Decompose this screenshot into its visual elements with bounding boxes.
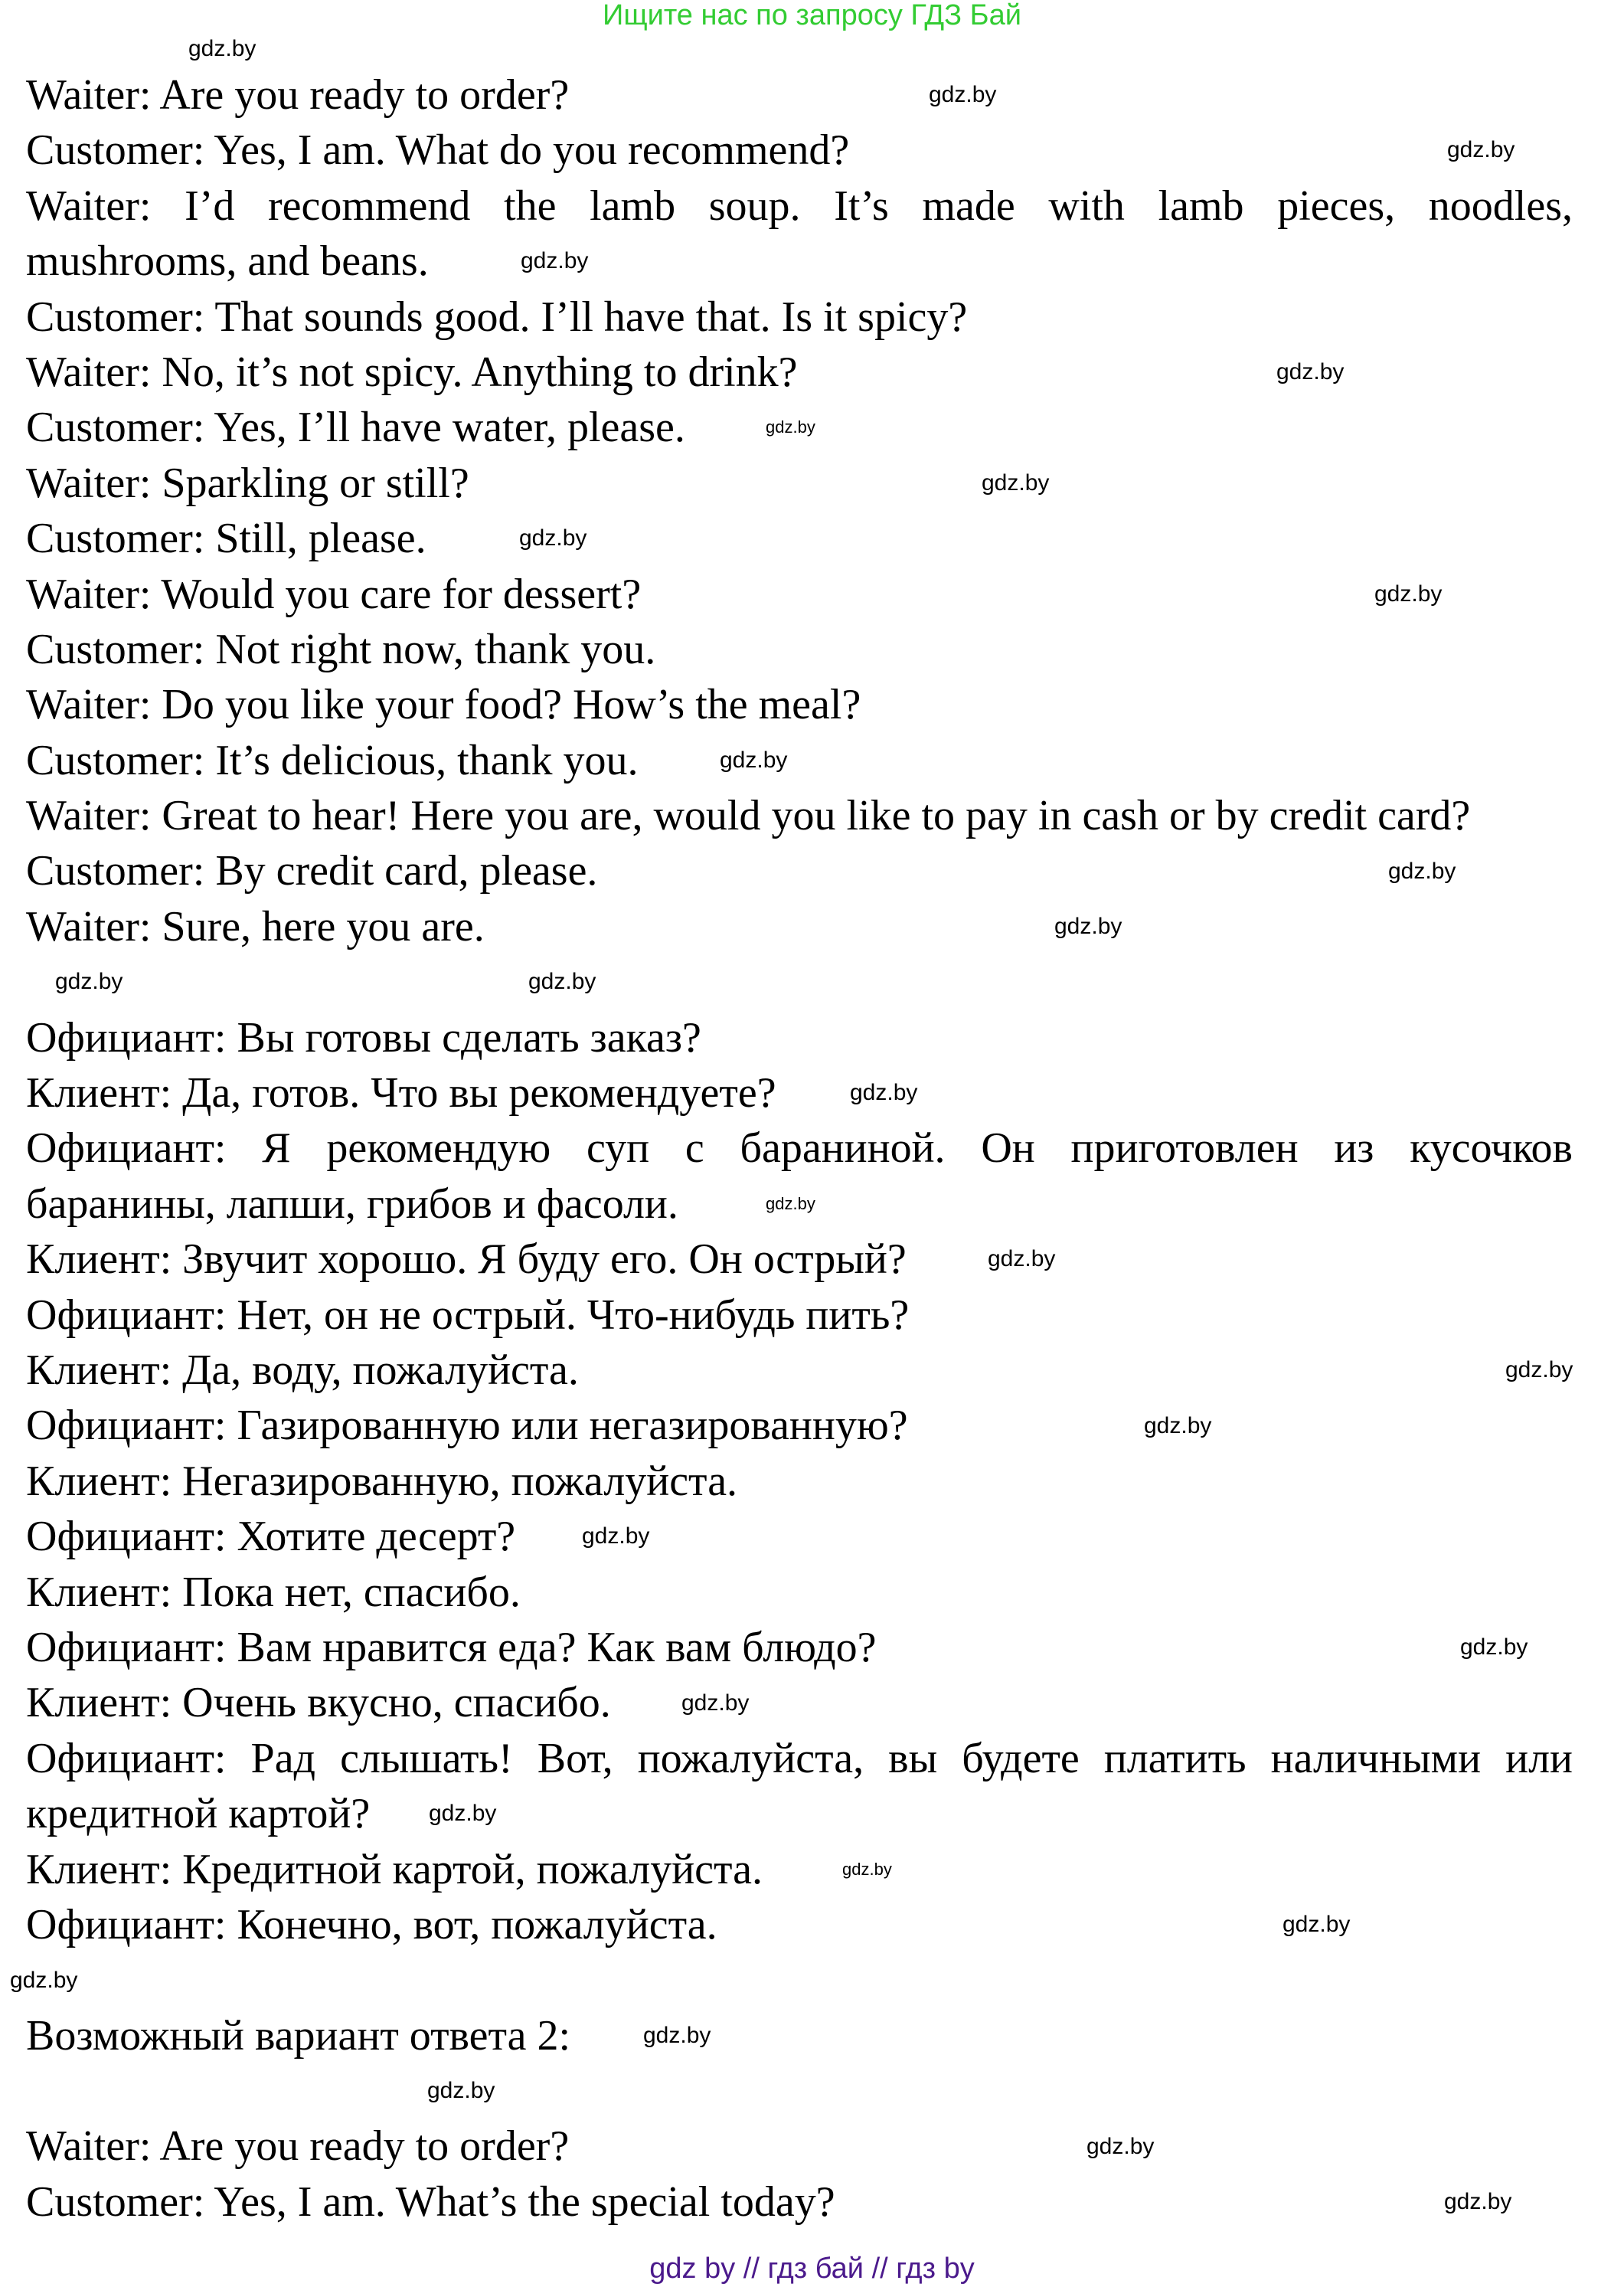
- dialogue-line-text: Клиент: Очень вкусно, спасибо.: [26, 1679, 611, 1727]
- dialogue-line-text: Официант: Газированную или негазированную?: [26, 1402, 908, 1450]
- dialogue-line: [26, 788, 1573, 843]
- dialogue-line: [26, 2008, 1573, 2063]
- dialogue-line: [26, 2174, 1573, 2230]
- dialogue-line-text: Официант: Конечно, вот, пожалуйста.: [26, 1900, 717, 1948]
- dialogue-line-text: баранины, лапши, грибов и фасоли.: [26, 1179, 678, 1228]
- dialogue-line: [26, 178, 1573, 234]
- watermark: gdz.by: [643, 2023, 711, 2048]
- watermark: gdz.by: [582, 1523, 650, 1549]
- watermark: gdz.by: [681, 1690, 750, 1716]
- watermark: gdz.by: [850, 1080, 918, 1106]
- blank-line: [26, 954, 1573, 1009]
- dialogue-line-text: Клиент: Звучит хорошо. Я буду его. Он острый?: [26, 1235, 907, 1284]
- dialogue-line-text: Waiter: Would you care for dessert?: [26, 570, 642, 618]
- dialogue-line: [26, 1675, 1573, 1730]
- watermark: gdz.by: [528, 969, 596, 995]
- dialogue-line: [26, 1121, 1573, 1176]
- footer-watermark-link[interactable]: gdz by // гдз бай // гдз by: [649, 2253, 975, 2285]
- dialogue-line: [26, 1398, 1573, 1453]
- watermark: gdz.by: [720, 747, 788, 773]
- dialogue-line-text: Customer: Yes, I am. What do you recommend?: [26, 126, 850, 175]
- dialogue-line-text: Customer: Not right now, thank you.: [26, 625, 656, 673]
- watermark: gdz.by: [766, 1194, 815, 1213]
- dialogue-line-text: Клиент: Да, готов. Что вы рекомендуете?: [26, 1069, 776, 1117]
- watermark: gdz.by: [982, 470, 1050, 496]
- dialogue-line: [26, 1509, 1573, 1564]
- dialogue-line-text: Клиент: Негазированную, пожалуйста.: [26, 1457, 738, 1505]
- dialogue-line-text: Официант: Вам нравится еда? Как вам блюдо?: [26, 1623, 877, 1671]
- watermark: gdz.by: [929, 82, 997, 107]
- dialogue-line-text: Официант: Я рекомендую суп с бараниной. Он приготовлен из кусочков: [26, 1124, 1573, 1173]
- dialogue-line: [26, 1731, 1573, 1786]
- dialogue-line-text: Waiter: Sure, here you are.: [26, 902, 485, 950]
- dialogue-line: [26, 1232, 1573, 1287]
- search-hint-banner: Ищите нас по запросу ГДЗ Бай: [603, 0, 1021, 31]
- dialogue-line-text: Клиент: Кредитной картой, пожалуйста.: [26, 1845, 763, 1893]
- watermark: gdz.by: [1283, 1912, 1351, 1938]
- dialogue-line: [26, 1565, 1573, 1620]
- dialogue-line: [26, 899, 1573, 954]
- dialogue-line: [26, 1010, 1573, 1065]
- dialogue-line-text: mushrooms, and beans.: [26, 237, 429, 286]
- dialogue-line: [26, 1287, 1573, 1343]
- watermark: gdz.by: [521, 248, 589, 274]
- dialogue-line: [26, 1343, 1573, 1398]
- dialogue-line: [26, 456, 1573, 511]
- dialogue-line: [26, 1842, 1573, 1897]
- watermark: gdz.by: [766, 417, 815, 437]
- dialogue-line-text: Customer: Yes, I am. What’s the special today?: [26, 2177, 835, 2226]
- dialogue-line-text: кредитной картой?: [26, 1790, 371, 1838]
- dialogue-line-text: Клиент: Да, воду, пожалуйста.: [26, 1346, 579, 1394]
- dialogue-line-text: Клиент: Пока нет, спасибо.: [26, 1568, 521, 1616]
- dialogue-line: [26, 1454, 1573, 1509]
- dialogue-line: [26, 843, 1573, 898]
- watermark: gdz.by: [1144, 1412, 1212, 1438]
- blank-line: [26, 2063, 1573, 2119]
- dialogue-line-text: Официант: Рад слышать! Вот, пожалуйста, вы будете платить наличными или: [26, 1734, 1573, 1782]
- dialogue-line: [26, 1065, 1573, 1121]
- watermark: gdz.by: [1460, 1634, 1528, 1660]
- dialogue-line-text: Waiter: I’d recommend the lamb soup. It’s made with lamb pieces, noodles,: [26, 182, 1573, 230]
- dialogue-line-text: Официант: Вы готовы сделать заказ?: [26, 1013, 701, 1062]
- dialogue-line: [26, 511, 1573, 566]
- dialogue-line-text: Waiter: Sparkling or still?: [26, 459, 469, 507]
- dialogue-line-text: Waiter: Are you ready to order?: [26, 71, 570, 119]
- watermark: gdz.by: [1054, 914, 1122, 939]
- watermark: gdz.by: [429, 1801, 497, 1827]
- dialogue-line-text: Waiter: Are you ready to order?: [26, 2122, 570, 2171]
- watermark: gdz.by: [1505, 1357, 1573, 1383]
- dialogue-line-text: Waiter: Do you like your food? How’s the meal?: [26, 681, 861, 729]
- dialogue-line: [26, 677, 1573, 732]
- dialogue-line: [26, 123, 1573, 178]
- dialogue-line-text: Возможный вариант ответа 2:: [26, 2011, 571, 2060]
- dialogue-line-text: Официант: Хотите десерт?: [26, 1513, 516, 1561]
- watermark: gdz.by: [55, 969, 123, 995]
- watermark: gdz.by: [1086, 2133, 1155, 2159]
- dialogue-line: [26, 733, 1573, 788]
- watermark: gdz.by: [10, 1967, 78, 1993]
- dialogue-line-text: Waiter: No, it’s not spicy. Anything to drink?: [26, 348, 798, 396]
- dialogue-line: [26, 622, 1573, 677]
- dialogue-line: [26, 1786, 1573, 1841]
- dialogue-line: [26, 2119, 1573, 2174]
- watermark: gdz.by: [188, 36, 257, 61]
- watermark: gdz.by: [519, 525, 587, 551]
- dialogue-line-text: Официант: Нет, он не острый. Что-нибудь пить?: [26, 1291, 910, 1339]
- watermark: gdz.by: [427, 2078, 495, 2104]
- watermark: gdz.by: [1276, 359, 1345, 384]
- watermark: gdz.by: [988, 1246, 1056, 1272]
- watermark: gdz.by: [1444, 2189, 1512, 2215]
- watermark: gdz.by: [1374, 581, 1443, 607]
- dialogue-line-text: Customer: Still, please.: [26, 515, 426, 563]
- dialogue-line-text: Customer: Yes, I’ll have water, please.: [26, 404, 685, 452]
- dialogue-line-text: Customer: That sounds good. I’ll have that. Is it spicy?: [26, 293, 968, 341]
- watermark: gdz.by: [1447, 137, 1515, 163]
- dialogue-line-text: Waiter: Great to hear! Here you are, would you like to pay in cash or by credit card?: [26, 792, 1471, 840]
- dialogue-line: [26, 567, 1573, 622]
- blank-line: [26, 1952, 1573, 2007]
- dialogue-text: [26, 67, 1573, 2230]
- dialogue-line: [26, 234, 1573, 289]
- dialogue-line: [26, 1620, 1573, 1675]
- dialogue-line-text: Customer: It’s delicious, thank you.: [26, 736, 639, 784]
- dialogue-line: [26, 67, 1573, 123]
- dialogue-line-text: Customer: By credit card, please.: [26, 847, 598, 895]
- watermark: gdz.by: [1388, 858, 1456, 884]
- dialogue-line: [26, 290, 1573, 345]
- watermark: gdz.by: [842, 1859, 892, 1879]
